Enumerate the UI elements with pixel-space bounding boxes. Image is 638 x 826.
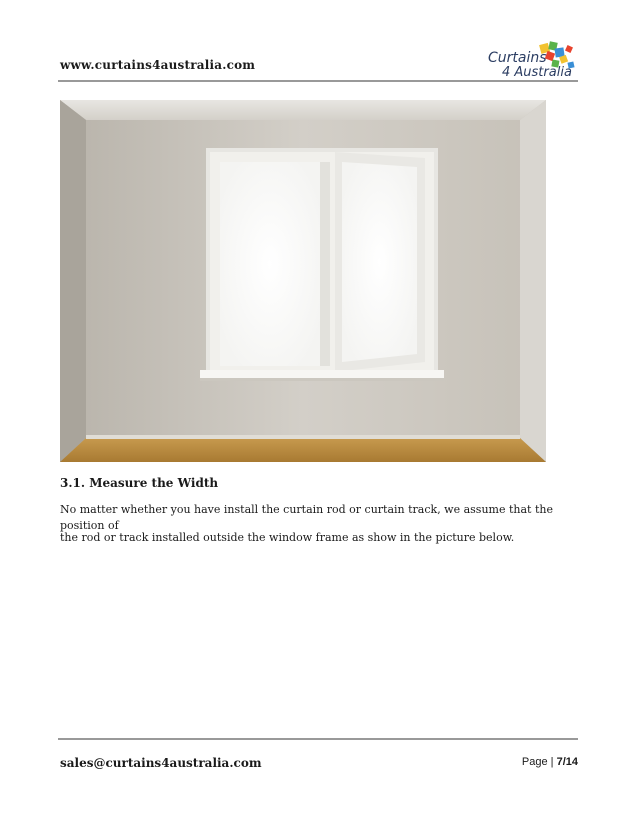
logo-line-1: Curtains [488,50,547,66]
footer-rule [58,738,578,740]
section-heading: 3.1. Measure the Width [60,476,219,490]
window-illustration [60,100,546,462]
company-logo [482,40,582,82]
footer-email: sales@curtains4australia.com [60,756,262,770]
page-number: 7/14 [556,756,578,768]
header-rule [58,80,578,82]
body-text-line-2: the rod or track installed outside the window frame as show in the picture below. [60,531,515,544]
page-indicator [522,756,578,768]
header-website: www.curtains4australia.com [60,58,256,72]
logo-line-2: 4 Australia [502,65,572,80]
body-text-line-1: No matter whether you have install the curtain rod or curtain track, we assume that the position of [60,503,553,532]
page-label: Page | [521,756,554,768]
room-window-photo [60,100,546,462]
